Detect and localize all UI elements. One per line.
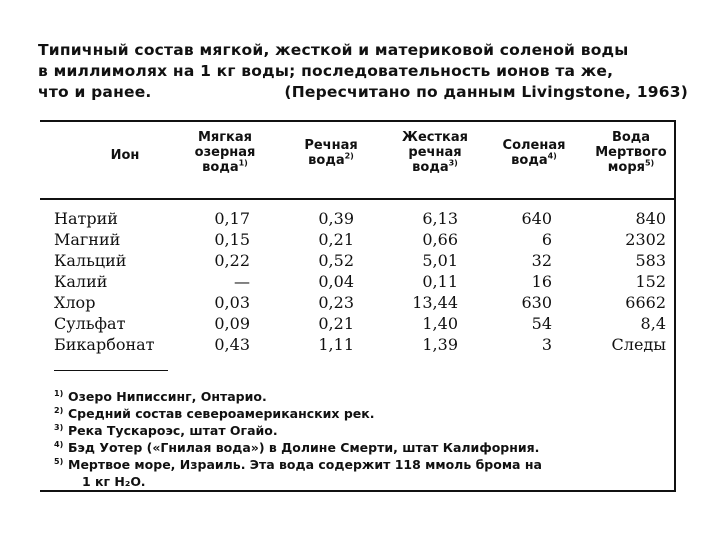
header-line — [286, 153, 376, 168]
footnote-number: 4) — [54, 439, 64, 449]
header-ion — [80, 148, 170, 163]
ion-name: Натрий — [54, 209, 118, 228]
table-row — [40, 229, 674, 250]
footnote-text: Средний состав североамериканских рек. — [68, 406, 375, 421]
header-rule — [40, 198, 674, 200]
header-line: Мертвого — [595, 145, 667, 160]
composition-table — [40, 120, 676, 492]
header-line-text: моря — [607, 160, 645, 175]
header-line-text: вода — [308, 153, 345, 168]
table-cell: 3 — [541, 335, 552, 354]
header-dead-sea-water — [588, 130, 674, 175]
header-hard-river-water — [390, 130, 480, 175]
footnote-ref: 1) — [238, 158, 248, 168]
header-line — [390, 160, 480, 175]
table-cell: 32 — [531, 251, 552, 270]
footnote-ref: 5) — [644, 158, 655, 168]
table-row — [40, 271, 674, 292]
header-ion-line: Ион — [110, 148, 140, 163]
table-cell: 2302 — [625, 230, 666, 249]
table-caption — [38, 40, 688, 103]
table-cell: 0,39 — [318, 209, 354, 228]
table-cell: 1,40 — [422, 314, 458, 333]
footnote-number: 3) — [54, 422, 64, 432]
table-row — [40, 250, 674, 271]
table-cell: 6,13 — [422, 209, 458, 228]
ion-name: Магний — [54, 230, 121, 249]
caption-source: (Пересчитано по данным Livingstone, 1963) — [284, 83, 688, 101]
table-cell: 0,15 — [214, 230, 250, 249]
table-cell: 0,22 — [214, 251, 250, 270]
table-row — [40, 208, 674, 229]
ion-name: Бикарбонат — [54, 335, 155, 354]
footnote-text: Мертвое море, Израиль. Эта вода содержит 118 ммоль брома на — [68, 457, 542, 472]
footnote-3 — [54, 422, 666, 439]
caption-line-2: в миллимолях на 1 кг воды; последовательность ионов та же, — [38, 62, 614, 80]
caption-line-1: Типичный состав мягкой, жесткой и материковой соленой воды — [38, 41, 629, 59]
caption-line-3-text: что и ранее. — [38, 83, 152, 101]
table-cell: 630 — [521, 293, 552, 312]
footnote-number: 5) — [54, 456, 64, 466]
header-line — [180, 160, 270, 175]
table-cell: 0,43 — [214, 335, 250, 354]
table-cell: 6 — [541, 230, 552, 249]
table-cell: 54 — [531, 314, 552, 333]
header-line-text: вода — [511, 153, 548, 168]
table-cell: 0,11 — [422, 272, 458, 291]
header-line — [494, 153, 574, 168]
table-cell: 0,04 — [318, 272, 354, 291]
table-cell: 16 — [531, 272, 552, 291]
table-cell: 5,01 — [422, 251, 458, 270]
table-cell: 840 — [635, 209, 666, 228]
footnote-number: 1) — [54, 388, 64, 398]
table-body — [40, 208, 674, 355]
footnote-text: Река Тускароэс, штат Огайо. — [68, 423, 278, 438]
table-cell: 6662 — [625, 293, 666, 312]
footnote-4 — [54, 439, 666, 456]
table-cell: 1,11 — [318, 335, 354, 354]
header-line-text: вода — [202, 160, 239, 175]
ion-name: Сульфат — [54, 314, 126, 333]
footnote-5 — [54, 456, 666, 473]
header-line: озерная — [194, 145, 256, 160]
header-line — [588, 160, 674, 175]
table-cell: 583 — [635, 251, 666, 270]
footnote-text: Бэд Уотер («Гнилая вода») в Долине Смерти, штат Калифорния. — [68, 440, 540, 455]
table-cell: 0,09 — [214, 314, 250, 333]
table-cell: 0,52 — [318, 251, 354, 270]
table-cell: 0,21 — [318, 230, 354, 249]
table-cell: 1,39 — [422, 335, 458, 354]
header-line: Мягкая — [197, 130, 253, 145]
table-row — [40, 313, 674, 334]
table-cell: 13,44 — [412, 293, 458, 312]
table-row — [40, 334, 674, 355]
header-line: Речная — [304, 138, 358, 153]
header-soft-lake-water — [180, 130, 270, 175]
header-line-text: вода — [412, 160, 449, 175]
ion-name: Хлор — [54, 293, 96, 312]
header-line: Соленая — [502, 138, 566, 153]
footnote-text: Озеро Ниписсинг, Онтарио. — [68, 389, 267, 404]
table-cell: 0,03 — [214, 293, 250, 312]
header-river-water — [286, 138, 376, 168]
caption-line-3 — [38, 82, 688, 103]
header-line: Вода — [611, 130, 651, 145]
header-line: Жесткая — [402, 130, 468, 145]
table-cell: 152 — [635, 272, 666, 291]
footnote-number: 2) — [54, 405, 64, 415]
header-saline-water — [494, 138, 574, 168]
table-cell: 0,23 — [318, 293, 354, 312]
footnote-ref: 3) — [448, 158, 458, 168]
footnote-rule — [54, 370, 168, 371]
footnote-ref: 2) — [344, 151, 354, 161]
ion-name: Кальций — [54, 251, 127, 270]
table-cell: 8,4 — [640, 314, 666, 333]
footnote-1 — [54, 388, 666, 405]
table-cell: 0,66 — [422, 230, 458, 249]
table-cell: — — [234, 272, 250, 291]
ion-name: Калий — [54, 272, 108, 291]
table-cell: 0,21 — [318, 314, 354, 333]
table-cell: 640 — [521, 209, 552, 228]
footnotes — [54, 388, 666, 490]
footnote-2 — [54, 405, 666, 422]
footnote-ref: 4) — [547, 151, 557, 161]
header-line: речная — [408, 145, 462, 160]
footnote-5-continuation: 1 кг H₂O. — [82, 474, 146, 489]
table-cell: 0,17 — [214, 209, 250, 228]
table-row — [40, 292, 674, 313]
table-cell: Следы — [611, 335, 666, 354]
